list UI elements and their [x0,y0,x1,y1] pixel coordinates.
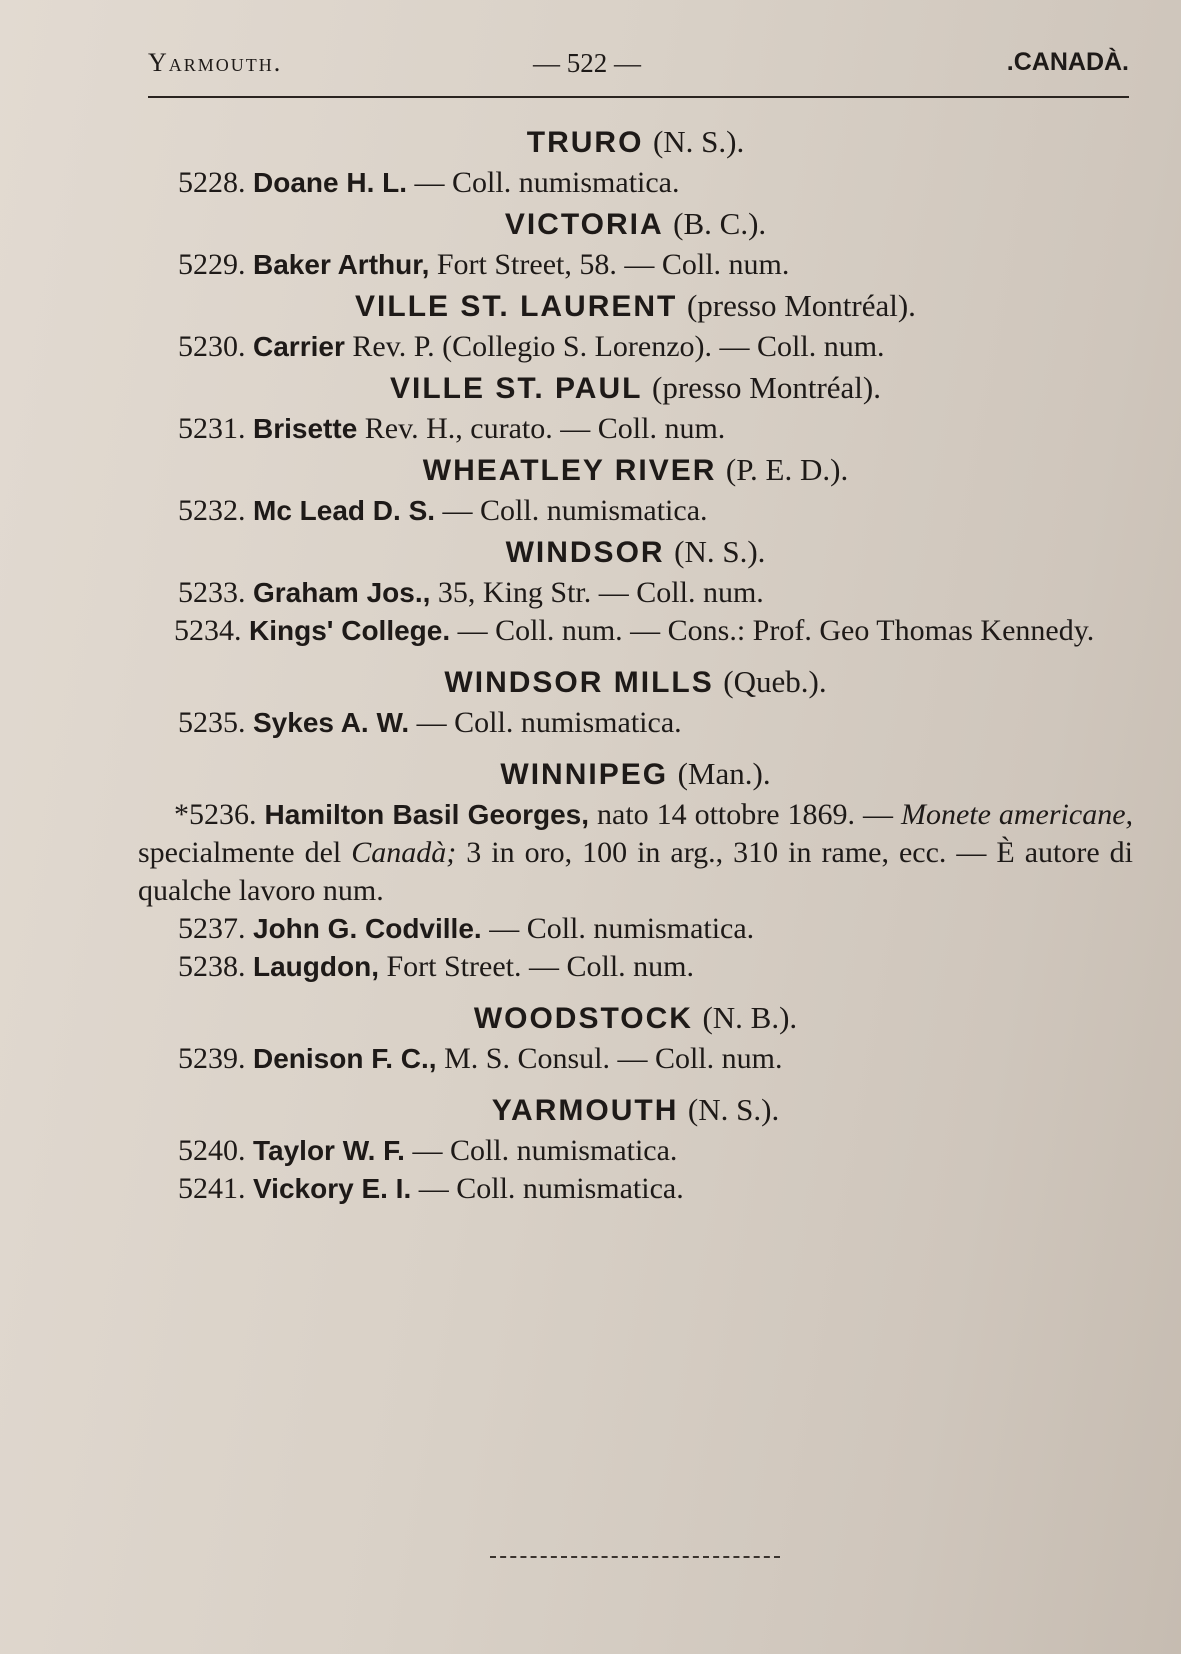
page-header [148,40,1129,100]
running-head-right: .CANADÀ. [1006,48,1129,76]
footer-rule [490,1556,780,1558]
header-rule [148,96,1129,98]
city-heading: YARMOUTH (N. S.). [491,1092,780,1127]
directory-entry: 5229. Baker Arthur, Fort Street, 58. — Coll. num. [178,248,790,281]
directory-entry: 5233. Graham Jos., 35, King Str. — Coll. num. [178,576,764,609]
city-heading: WHEATLEY RIVER (P. E. D.). [422,452,849,487]
directory-entry: 5238. Laugdon, Fort Street. — Coll. num. [178,950,694,983]
directory-entry: 5231. Brisette Rev. H., curato. — Coll. num. [178,412,726,445]
directory-entry: 5235. Sykes A. W. — Coll. numismatica. [178,706,682,739]
running-head-left: Yarmouth. [148,48,283,77]
page-number: — 522 — [533,48,641,78]
directory-entry: 5228. Doane H. L. — Coll. numismatica. [178,166,680,199]
city-heading: WINDSOR MILLS (Queb.). [444,664,827,699]
directory-entry: 5234. Kings' College. — Coll. num. — Cons.: Prof. Geo Thomas Kennedy. [174,614,1095,647]
city-heading: VICTORIA (B. C.). [504,206,767,241]
city-heading: WINNIPEG (Man.). [500,756,771,791]
city-heading: TRURO (N. S.). [526,124,745,159]
city-heading: VILLE ST. PAUL (presso Montréal). [389,370,881,405]
city-heading: VILLE ST. LAURENT (presso Montréal). [355,288,916,323]
directory-entry: 5230. Carrier Rev. P. (Collegio S. Lorenzo). — Coll. num. [178,330,885,363]
directory-entry: 5232. Mc Lead D. S. — Coll. numismatica. [178,494,708,527]
directory-entry: 5239. Denison F. C., M. S. Consul. — Coll. num. [178,1042,783,1075]
directory-entry: 5240. Taylor W. F. — Coll. numismatica. [178,1134,678,1167]
directory-entry: *5236. Hamilton Basil Georges, nato 14 ottobre 1869. — Monete americane, specialmente del Canadà; 3 in oro, 100 in arg., 310 in rame, ecc. — È autore di qualche lavoro num. [138,798,1134,907]
directory-content [138,120,1133,1208]
city-heading: WINDSOR (N. S.). [505,534,766,569]
directory-entry: 5241. Vickory E. I. — Coll. numismatica. [178,1172,684,1205]
city-heading: WOODSTOCK (N. B.). [473,1000,798,1035]
directory-entry: 5237. John G. Codville. — Coll. numismatica. [178,912,755,945]
